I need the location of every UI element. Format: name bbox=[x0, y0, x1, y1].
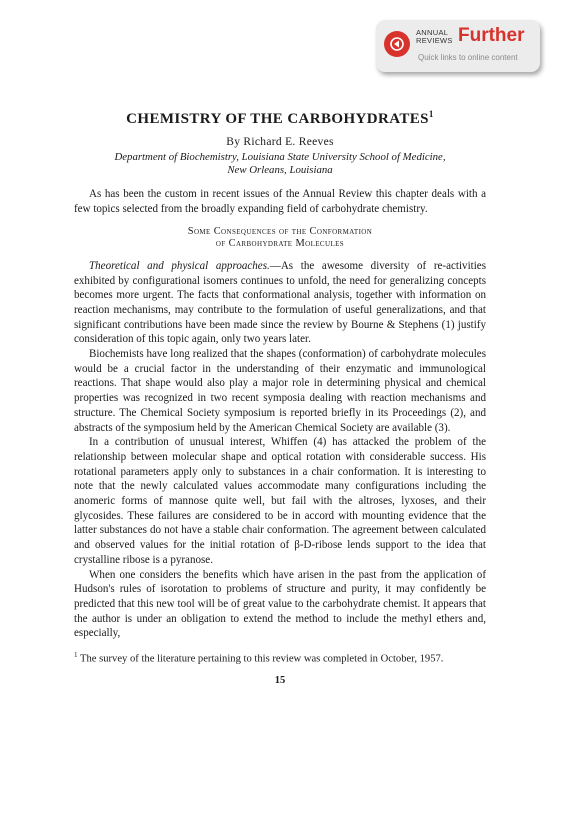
article-page bbox=[74, 107, 486, 689]
title-footnote-mark: 1 bbox=[428, 109, 434, 119]
badge-tagline: Quick links to online content bbox=[418, 53, 518, 62]
footnote-mark: 1 bbox=[74, 651, 78, 660]
paragraph-3: In a contribution of unusual interest, Whiffen (4) has attacked the problem of the relationship between molecular shape and optical rotation with considerable success. His rotational parameters apply only to substances in a chair conformation. It is interesting to note that the newly calculated values accommodate many configurations including the anomeric forms of mannose quite well, but fail with the altroses, lyxoses, and their glycosides. These failures are considered to be in accord with mounting evidence that the latter substances do not have a stable chair conformation. The agreement between calculated and observed values for the initial rotation of β-D-ribose lends support to the idea that crystalline ribose is a pyranose. bbox=[74, 436, 486, 566]
author-byline: By Richard E. Reeves bbox=[226, 135, 334, 148]
play-arrow-icon bbox=[384, 31, 410, 57]
annual-reviews-further-badge[interactable] bbox=[376, 20, 540, 72]
paragraph-4: When one considers the benefits which have arisen in the past from the application of Hudson's rules of isorotation to problems of structure and purity, it may confidently be predicted that this new tool will be of great value to the carbohydrate chemist. It appears that the author is under an obligation to extend the method to include the methyl ethers and, especially, bbox=[74, 568, 486, 640]
badge-brand: Further bbox=[458, 25, 525, 46]
section-heading: Some Consequences of the Conformation of Carbohydrate Molecules bbox=[187, 225, 373, 250]
paragraph-2: Biochemists have long realized that the shapes (conformation) of carbohydrate molecules would be a crucial factor in the understanding of their enzymatic and immunological reactions. That shape would also play a major role in determining physical and chemical properties was recognized in two recent symposia dealing with reaction mechanisms and structure. The Chemical Society symposium is reported briefly in its Proceedings (2), and abstracts of the symposium held by the American Chemical Society are available (3). bbox=[74, 348, 486, 434]
footnote: $^1$ The survey of the literature pertaining to this review was completed in October, 1957. bbox=[74, 651, 444, 665]
runin-heading: Theoretical and physical approaches. bbox=[89, 259, 270, 272]
badge-publisher-label: ANNUAL REVIEWS bbox=[416, 28, 453, 45]
article-title: CHEMISTRY OF THE CARBOHYDRATES$^1$ bbox=[126, 109, 434, 127]
intro-paragraph: As has been the custom in recent issues of the Annual Review this chapter deals with a few topics selected from the broadly expanding field of carbohydrate chemistry. bbox=[74, 188, 486, 216]
page-number: 15 bbox=[274, 675, 286, 687]
paragraph-1: Theoretical and physical approaches.—As the awesome diversity of re-activities exhibited by configurational isomers continues to unfold, the need for generalizing concepts becomes more urgent. The facts that conformational analysis, together with information on reaction mechanisms, may contribute to the formulation of useful generalizations, and that significant contributions have been made since the review by Bourne & Stephens (1) justify consideration of this topic again, only two years later. bbox=[74, 259, 486, 346]
author-affiliation: Department of Biochemistry, Louisiana State University School of Medicine, New Orleans, Louisiana bbox=[114, 151, 446, 177]
